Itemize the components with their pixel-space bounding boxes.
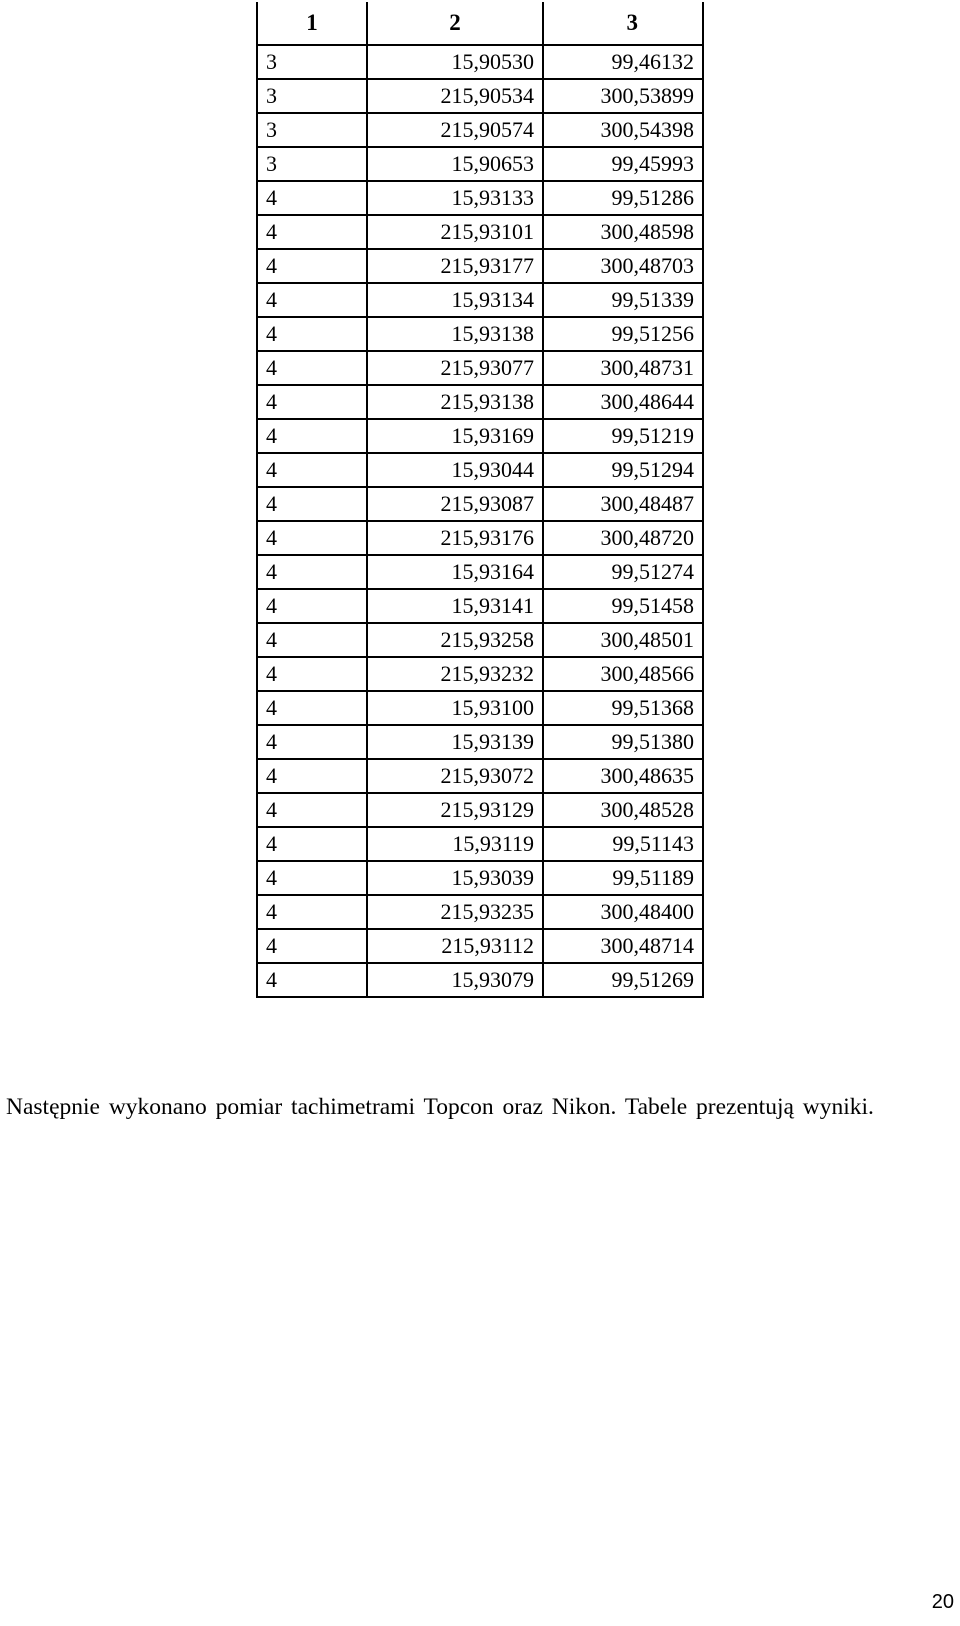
table-cell: 99,51274 [543, 555, 703, 589]
table-row [257, 487, 703, 521]
table-cell: 3 [257, 79, 367, 113]
table-cell: 99,51143 [543, 827, 703, 861]
table-cell: 4 [257, 623, 367, 657]
table-cell: 4 [257, 453, 367, 487]
table-cell: 4 [257, 861, 367, 895]
column-header: 2 [367, 2, 543, 45]
table-cell: 15,93079 [367, 963, 543, 997]
table-cell: 215,93176 [367, 521, 543, 555]
table-cell: 4 [257, 691, 367, 725]
table-cell: 15,93119 [367, 827, 543, 861]
table-body [257, 45, 703, 997]
table-row [257, 79, 703, 113]
table-row [257, 759, 703, 793]
table-cell: 99,45993 [543, 147, 703, 181]
table-row [257, 657, 703, 691]
table-cell: 4 [257, 385, 367, 419]
table-row [257, 521, 703, 555]
table-cell: 300,48501 [543, 623, 703, 657]
table-cell: 15,93169 [367, 419, 543, 453]
table-cell: 99,51380 [543, 725, 703, 759]
table-cell: 4 [257, 283, 367, 317]
table-row [257, 249, 703, 283]
table-cell: 4 [257, 759, 367, 793]
table-cell: 4 [257, 589, 367, 623]
table-row [257, 929, 703, 963]
table-cell: 215,93087 [367, 487, 543, 521]
table-cell: 99,51219 [543, 419, 703, 453]
table-cell: 215,90574 [367, 113, 543, 147]
table-cell: 15,90653 [367, 147, 543, 181]
table-cell: 300,48720 [543, 521, 703, 555]
table-row [257, 793, 703, 827]
table-cell: 300,48731 [543, 351, 703, 385]
table-cell: 3 [257, 45, 367, 79]
table-cell: 99,51189 [543, 861, 703, 895]
table-cell: 4 [257, 317, 367, 351]
table-cell: 215,93232 [367, 657, 543, 691]
table-row [257, 589, 703, 623]
table-cell: 300,48703 [543, 249, 703, 283]
table-cell: 99,51286 [543, 181, 703, 215]
table-cell: 99,51339 [543, 283, 703, 317]
table-cell: 300,48400 [543, 895, 703, 929]
table-cell: 99,51269 [543, 963, 703, 997]
table-row [257, 147, 703, 181]
table-cell: 15,90530 [367, 45, 543, 79]
table-cell: 215,93101 [367, 215, 543, 249]
table-row [257, 827, 703, 861]
table-cell: 4 [257, 555, 367, 589]
measurement-table [256, 2, 704, 998]
table-row [257, 283, 703, 317]
table-cell: 4 [257, 487, 367, 521]
table-cell: 300,53899 [543, 79, 703, 113]
table-row [257, 555, 703, 589]
table-cell: 300,48487 [543, 487, 703, 521]
table-cell: 15,93039 [367, 861, 543, 895]
table-cell: 15,93139 [367, 725, 543, 759]
table-row [257, 215, 703, 249]
table-cell: 215,93077 [367, 351, 543, 385]
table-header-row [257, 2, 703, 45]
column-header: 1 [257, 2, 367, 45]
table-cell: 215,93138 [367, 385, 543, 419]
table-cell: 4 [257, 249, 367, 283]
table-cell: 4 [257, 657, 367, 691]
table-cell: 15,93044 [367, 453, 543, 487]
table-cell: 300,48598 [543, 215, 703, 249]
table-cell: 4 [257, 419, 367, 453]
table-cell: 215,93177 [367, 249, 543, 283]
table-row [257, 623, 703, 657]
table-row [257, 725, 703, 759]
table-row [257, 181, 703, 215]
table-cell: 15,93100 [367, 691, 543, 725]
column-header: 3 [543, 2, 703, 45]
page-number: 20 [931, 1591, 954, 1613]
table-cell: 4 [257, 895, 367, 929]
table-cell: 4 [257, 351, 367, 385]
table-row [257, 113, 703, 147]
table-cell: 4 [257, 827, 367, 861]
table-cell: 215,93072 [367, 759, 543, 793]
table-cell: 99,51294 [543, 453, 703, 487]
table-cell: 215,93258 [367, 623, 543, 657]
table-cell: 15,93134 [367, 283, 543, 317]
table-cell: 99,51368 [543, 691, 703, 725]
table-cell: 4 [257, 521, 367, 555]
table-cell: 300,48528 [543, 793, 703, 827]
table-row [257, 453, 703, 487]
table-cell: 4 [257, 929, 367, 963]
table-cell: 99,46132 [543, 45, 703, 79]
table-cell: 300,48644 [543, 385, 703, 419]
table-row [257, 691, 703, 725]
table-cell: 15,93141 [367, 589, 543, 623]
table-cell: 4 [257, 963, 367, 997]
table-cell: 4 [257, 215, 367, 249]
table-cell: 3 [257, 147, 367, 181]
body-paragraph: Następnie wykonano pomiar tachimetrami Topcon oraz Nikon. Tabele prezentują wyniki. [6, 1094, 874, 1120]
table-row [257, 419, 703, 453]
table-row [257, 895, 703, 929]
table-cell: 300,48635 [543, 759, 703, 793]
table-cell: 15,93133 [367, 181, 543, 215]
table-cell: 15,93138 [367, 317, 543, 351]
table-cell: 215,93129 [367, 793, 543, 827]
table-row [257, 317, 703, 351]
table-row [257, 45, 703, 79]
table-cell: 3 [257, 113, 367, 147]
table-cell: 215,90534 [367, 79, 543, 113]
table-row [257, 351, 703, 385]
table-row [257, 385, 703, 419]
table-cell: 99,51256 [543, 317, 703, 351]
table-cell: 4 [257, 181, 367, 215]
table-cell: 300,48566 [543, 657, 703, 691]
table-cell: 215,93235 [367, 895, 543, 929]
table-cell: 300,54398 [543, 113, 703, 147]
table-cell: 4 [257, 793, 367, 827]
table-cell: 4 [257, 725, 367, 759]
table-cell: 300,48714 [543, 929, 703, 963]
table-row [257, 963, 703, 997]
table-cell: 215,93112 [367, 929, 543, 963]
table-cell: 15,93164 [367, 555, 543, 589]
table-cell: 99,51458 [543, 589, 703, 623]
table-row [257, 861, 703, 895]
